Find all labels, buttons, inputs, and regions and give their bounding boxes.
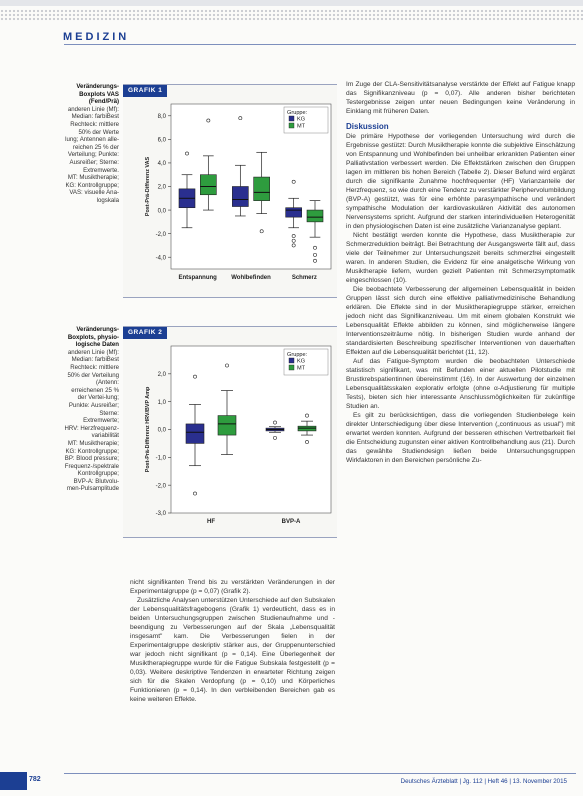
legend-label: KG — [297, 358, 306, 365]
outlier-point — [292, 239, 295, 242]
section-title: MEDIZIN — [63, 31, 130, 43]
outlier-point — [225, 364, 228, 367]
caption-line: Punkte: Ausreißer; — [68, 401, 119, 409]
caption-line: Extremwerte. — [83, 166, 119, 174]
outlier-point — [292, 180, 295, 183]
body-column-right — [346, 80, 575, 465]
outlier-point — [239, 117, 242, 120]
x-tick-label: HF — [207, 519, 215, 525]
box-kg — [232, 187, 248, 207]
outlier-point — [260, 230, 263, 233]
y-tick-label: 0,0 — [157, 427, 166, 434]
caption-line: Sterne: Extremwerte; — [83, 409, 119, 425]
dot-pattern — [0, 9, 583, 21]
caption-line: Rechteck: mittlere — [70, 120, 119, 128]
caption-line: Rechteck: mittlere — [70, 363, 119, 371]
caption-line: Median: farbiBest — [71, 356, 119, 364]
caption-line: lung; Antennen alle- — [65, 136, 119, 144]
x-tick-label: Schmerz — [291, 275, 317, 281]
legend-title: Gruppe: — [287, 352, 308, 358]
figure-1 — [123, 84, 337, 298]
caption-line: erreichenen 25 % — [71, 386, 119, 394]
caption-line: BVP-A: Blutvolu- — [73, 477, 119, 485]
outlier-point — [305, 440, 308, 443]
legend-swatch-mt — [289, 365, 294, 370]
caption-line: 50% der Werte — [78, 128, 119, 136]
box-mt — [200, 175, 216, 195]
caption-line: KG: Kontrollgruppe; — [65, 447, 119, 455]
caption-head-line: (Fend/Prä) — [88, 98, 119, 106]
box-mt — [218, 416, 236, 435]
y-tick-label: 8,0 — [157, 113, 166, 120]
caption-line: men-Pulsamplitude — [66, 485, 119, 493]
y-tick-label: -4,0 — [155, 255, 166, 262]
caption-head-line: Boxplots VAS — [79, 90, 119, 98]
legend-swatch-kg — [289, 358, 294, 363]
caption-head-line: Boxplots, physio- — [67, 333, 119, 341]
section-heading: Diskussion — [346, 122, 389, 131]
figure-2 — [123, 326, 337, 538]
caption-line: Ausreißer; Sterne: — [69, 158, 119, 166]
outlier-point — [193, 375, 196, 378]
caption-line: (Antenn: — [95, 379, 119, 387]
y-tick-label: 0,0 — [157, 208, 166, 215]
y-tick-label: 6,0 — [157, 137, 166, 144]
y-tick-label: -2,0 — [155, 231, 166, 238]
outlier-point — [273, 436, 276, 439]
y-tick-label: -3,0 — [155, 511, 166, 518]
caption-line: BP: Blood pressure; — [64, 455, 119, 463]
paragraph: Zusätzliche Analysen unterstützen Unterschiede auf den Subskalen der Lebensqualitätsfragebogens (Grafik 1) verdeutlicht, dass es in beiden Untersuchungsgruppen zwischen Studienaufnahme und -beendigung zu Verbesserungen auf der Skala „Lebensqualität insgesamt" kam. Die Verbesserungen fielen in der Experimentalgruppe deskriptiv stärker aus, der Gruppenunterschied war jedoch nicht signifikant (p = 0,14). Eine Überlegenheit der Musiktherapiegruppe wurde für die Fatigue Subskala festgestellt (p = 0,03). Weitere deskriptive Tendenzen in erwarteter Richtung zeigen sich für die Skalen Verdopfung (p = 0,10) und Körperliches Funktionieren (p = 0,14). In den verbleibenden Bereichen gab es keine weiteren Effekte. — [130, 597, 335, 703]
y-axis-label: Post-Prä-Differenz VAS — [145, 156, 151, 217]
caption-line: HRV: Herzfrequenz- — [64, 424, 119, 432]
y-tick-label: 1,0 — [157, 399, 166, 406]
legend-swatch-kg — [289, 116, 294, 121]
outlier-point — [292, 244, 295, 247]
outlier-point — [273, 421, 276, 424]
x-tick-label: Wohlbefinden — [231, 275, 271, 281]
paragraph: Die beobachtete Verbesserung der allgemeinen Lebensqualität in beiden Gruppen lässt sich durch eine effektive palliativmedizinische Behandlung erklären. Die Effekte sind in der Musiktherapiegruppe stärker, erreichen jedoch nicht das Signifikanzniveau. Um mit einem globalen Konstrukt wie Lebensqualität Effekte abbilden zu können, sind möglicherweise längere Interventionszeiträume nötig. In bisherigen Studien wurde anhand der standardisierten Beschreibung spezifischer Interventionen von dauerhaften Effekten auf die Lebensqualität berichtet (11, 12). — [346, 286, 575, 356]
outlier-point — [185, 152, 188, 155]
boxplot-chart-2 — [123, 327, 337, 537]
paragraph: nicht signifikanten Trend bis zu verstärkten Veränderungen in der Experimentalgruppe (p = 0,07) (Grafik 2). — [130, 579, 335, 595]
caption-line: MT: Musiktherapie; — [67, 439, 119, 447]
caption-line: Frequenz-/spektrale — [64, 462, 119, 470]
y-tick-label: 2,0 — [157, 372, 166, 379]
outlier-point — [207, 119, 210, 122]
y-axis-label: Post-Prä-Differenz HRV/BVP Amp — [145, 386, 151, 473]
legend-label: KG — [297, 116, 306, 123]
box-mt — [307, 210, 323, 222]
legend-title: Gruppe: — [287, 110, 308, 116]
figure2-caption — [64, 326, 119, 493]
caption-head-line: logische Daten — [75, 341, 119, 349]
paragraph: Auf das Fatigue-Symptom wurden die beobachteten Unterschiede statistisch signifikant, was mit Befunden einer aktuellen Pilotstudie mit Brustkrebspatientinnen übereinstimmt (16). In der Auswertung der einzelnen Lebensqualitätsskalen explorativ erfolgte (ohne α-Adjustierung für multiple Tests), bieten sich hier interessante Anschlussmöglichkeiten für zukünftige Studien an. — [346, 358, 575, 410]
caption-head — [64, 83, 119, 106]
y-tick-label: -1,0 — [155, 455, 166, 462]
figure1-caption — [64, 83, 119, 205]
caption-line: Median: farbiBest — [71, 113, 119, 121]
caption-head-line: Veränderungs- — [76, 326, 119, 333]
paragraph: Im Zuge der CLA-Sensitivitätsanalyse verstärkte der Effekt auf Fatigue knapp das Signifikanzniveau (p = 0,07). Alle anderen bisher berichteten Testergebnisse zeigen unter neuen Bedingungen keine Veränderung in Einklang mit früheren Daten. — [346, 81, 575, 115]
caption-line: KG: Kontrollgruppe; — [65, 181, 119, 189]
outlier-point — [313, 259, 316, 262]
outlier-point — [313, 246, 316, 249]
paragraph: Die primäre Hypothese der vorliegenden Untersuchung wird durch die Ergebnisse gestützt: Durch Musiktherapie konnte die subjektive Einschätzung von Entspannung und Wohlbefinden bei unheilbar erkrankten Patienten einer Palliativstation verbessert werden. Die Effektstärken zwischen den Gruppen lagen im mittleren bis hohen Bereich (Tabelle 2). Dieser Befund wird ergänzt durch die signifikante Zunahme hochfrequenter (HF) Varianzanteile der Herzfrequenz, so wie durch eine Tendenz zu verstärkter Periphervolumbildung (BVP-A) gestützt, was für eine erhöhte parasympathische und verändert sympathische Modulation der kardiovaskulären Aktivität des autonomen Nervensystems spricht. Aufgrund der starken interindividuellen Heterogenität in den physiologischen Daten ist eine zusätzliche Varianzanalyse geplant. — [346, 133, 575, 230]
outlier-point — [292, 234, 295, 237]
header-rule — [64, 44, 576, 45]
outlier-point — [193, 492, 196, 495]
outlier-point — [305, 414, 308, 417]
top-strip — [0, 0, 583, 6]
caption-line: anderen Linie (Mf): — [67, 105, 119, 113]
body-column-left — [130, 578, 335, 704]
caption-line: variabilität — [91, 432, 119, 440]
figure-label: GRAFIK 1 — [123, 85, 167, 97]
paragraph: Es gilt zu berücksichtigen, dass die vorliegenden Studienbelege kein direkter Unterschiedigung über diese Intervention („continuous as usual") mit erwartet werden konnten. Aufgrund der besseren ethischen Vertretbarkeit fiel die Entscheidung zugunsten einer aktiven Kontrollbehandlung aus (21). Durch das gewählte Studiendesign ließen beide Untersuchungsgruppen Wirkfaktoren in den Bereichen persönliche Zu- — [346, 412, 575, 464]
footer-rule — [64, 773, 576, 774]
legend-label: MT — [297, 365, 306, 372]
top-banner — [0, 0, 583, 31]
caption-line: Kontrollgruppe; — [77, 470, 119, 478]
legend-label: MT — [297, 123, 306, 130]
caption-line: reichen 25 % der — [72, 143, 119, 151]
caption-line: der Vertei-lung; — [77, 394, 119, 402]
boxplot-chart-1 — [123, 85, 337, 297]
caption-line: anderen Linie (Mf): — [67, 348, 119, 356]
journal-citation: Deutsches Ärzteblatt | Jg. 112 | Heft 46 | 13. November 2015 — [400, 778, 567, 785]
page-number: 782 — [29, 776, 41, 783]
x-tick-label: BVP-A — [281, 519, 301, 525]
caption-line: logskala — [96, 196, 119, 204]
caption-line: Verteilung; Punkte: — [67, 151, 119, 159]
page-marker — [0, 772, 27, 790]
caption-line: MT: Musiktherapie; — [67, 174, 119, 182]
caption-head-line: Veränderungs- — [76, 83, 119, 90]
box-kg — [286, 208, 302, 217]
legend-swatch-mt — [289, 123, 294, 128]
y-tick-label: -2,0 — [155, 483, 166, 490]
outlier-point — [313, 253, 316, 256]
figure-label: GRAFIK 2 — [123, 327, 167, 339]
caption-line: 50% der Verteilung — [67, 371, 119, 379]
box-mt — [254, 177, 270, 201]
caption-head — [64, 326, 119, 349]
box-kg — [186, 424, 204, 443]
paragraph: Nicht bestätigt werden konnte die Hypothese, dass Musiktherapie zur Schmerzreduktion beiträgt. Bei Betrachtung der Ausgangswerte fällt auf, dass viele der Teilnehmer zur Untersuchungszeit bereits schmerzfrei eingestellt waren. In anderen Studien, die Evidenz für eine analgetische Wirkung von Musiktherapie liefern, wurden gezielt Patienten mit Schmerzsymptomatik eingeschlossen (10). — [346, 232, 575, 284]
caption-line: VAS: visuelle Ana- — [69, 189, 119, 197]
x-tick-label: Entspannung — [178, 275, 217, 281]
y-tick-label: 4,0 — [157, 161, 166, 168]
y-tick-label: 2,0 — [157, 184, 166, 191]
